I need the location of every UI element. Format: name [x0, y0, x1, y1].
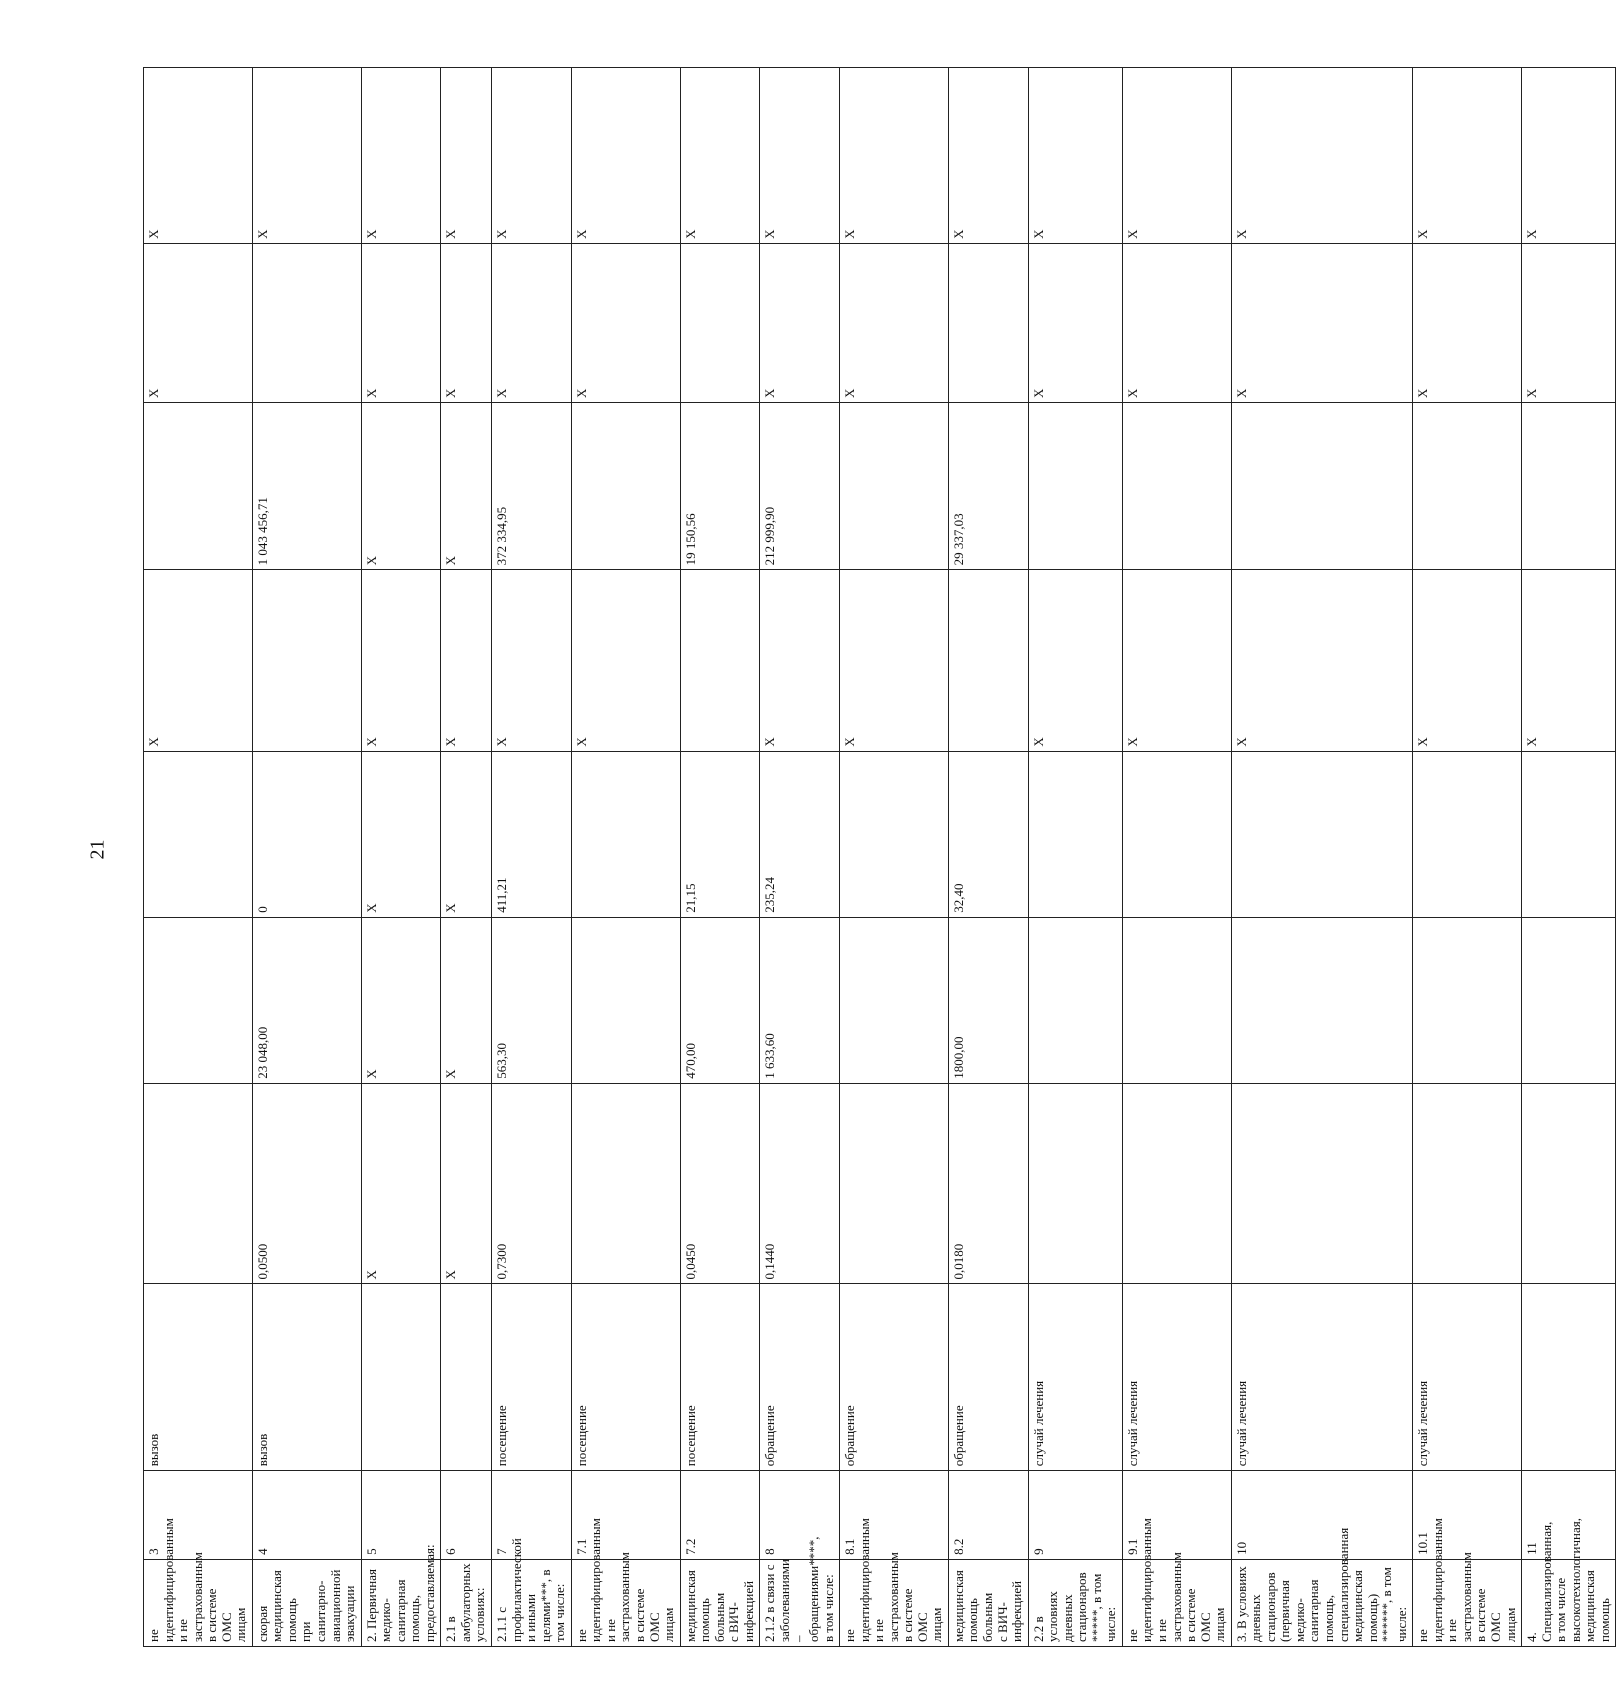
value-cell: Х [1413, 570, 1522, 751]
value-cell: Х [840, 68, 949, 244]
value-cell: 32,40 [948, 751, 1028, 917]
value-cell: Х [361, 402, 441, 569]
value-cell: Х [1413, 243, 1522, 402]
row-name-cell: 2.2 в условиях дневных стационаров *****, в том числе: [1028, 1559, 1122, 1646]
value-cell: 19 150,56 [680, 402, 760, 569]
value-cell: 1 633,60 [760, 917, 840, 1083]
row-number-cell: 10 [1231, 1471, 1413, 1560]
unit-cell [361, 1284, 441, 1471]
value-cell: Х [492, 570, 572, 751]
table-row [441, 68, 492, 1647]
value-cell: 0,0180 [948, 1083, 1028, 1284]
value-cell [144, 917, 253, 1083]
row-number-cell: 4 [252, 1471, 361, 1560]
value-cell [1413, 751, 1522, 917]
unit-cell: вызов [252, 1284, 361, 1471]
value-cell: Х [144, 570, 253, 751]
table-row [144, 68, 253, 1647]
value-cell: 0,0450 [680, 1083, 760, 1284]
value-cell: 23 048,00 [252, 917, 361, 1083]
table-row [492, 68, 572, 1647]
row-name-cell: не идентифицированным и не застрахованным в системе ОМС лицам [1413, 1559, 1522, 1646]
table-row [680, 68, 760, 1647]
value-cell: Х [1413, 68, 1522, 244]
value-cell: Х [252, 68, 361, 244]
value-cell [840, 751, 949, 917]
value-cell [144, 751, 253, 917]
row-name-cell: 2.1 в амбулаторных условиях: [441, 1559, 492, 1646]
value-cell: Х [1122, 68, 1231, 244]
value-cell: Х [492, 68, 572, 244]
value-cell [680, 243, 760, 402]
table-row [252, 68, 361, 1647]
table-row [1522, 68, 1616, 1647]
value-cell: Х [361, 68, 441, 244]
row-name-cell: 3. В условиях дневных стационаров (первичная медико-санитарная помощь, специализированная медицинская помощь) ******, в том числе: [1231, 1559, 1413, 1646]
rotated-table-container [143, 67, 1612, 1647]
unit-cell: посещение [492, 1284, 572, 1471]
value-cell: Х [1028, 243, 1122, 402]
unit-cell: случай лечения [1231, 1284, 1413, 1471]
value-cell: Х [760, 570, 840, 751]
unit-cell [1522, 1284, 1616, 1471]
row-number-cell: 7.1 [571, 1471, 680, 1560]
value-cell: Х [1122, 570, 1231, 751]
table-row [1231, 68, 1413, 1647]
value-cell [948, 243, 1028, 402]
value-cell [1028, 402, 1122, 569]
value-cell: Х [441, 243, 492, 402]
table-row [1122, 68, 1231, 1647]
value-cell [1231, 1083, 1413, 1284]
row-number-cell: 11 [1522, 1471, 1616, 1560]
unit-cell: случай лечения [1028, 1284, 1122, 1471]
row-name-cell: 2.1.2 в связи с заболеваниями – обращениями****, в том числе: [760, 1559, 840, 1646]
table-row [361, 68, 441, 1647]
value-cell [144, 402, 253, 569]
row-number-cell: 7.2 [680, 1471, 760, 1560]
value-cell: 470,00 [680, 917, 760, 1083]
value-cell [1028, 1083, 1122, 1284]
value-cell: Х [571, 68, 680, 244]
value-cell [1522, 751, 1616, 917]
row-number-cell: 8.1 [840, 1471, 949, 1560]
value-cell: 235,24 [760, 751, 840, 917]
value-cell: Х [361, 243, 441, 402]
value-cell: Х [1522, 243, 1616, 402]
value-cell: Х [492, 243, 572, 402]
value-cell [840, 917, 949, 1083]
table-row [1413, 68, 1522, 1647]
value-cell: Х [144, 68, 253, 244]
value-cell: 0,7300 [492, 1083, 572, 1284]
value-cell: Х [441, 917, 492, 1083]
unit-cell: посещение [680, 1284, 760, 1471]
value-cell [1522, 402, 1616, 569]
value-cell: 1800,00 [948, 917, 1028, 1083]
value-cell [571, 917, 680, 1083]
value-cell [948, 570, 1028, 751]
value-cell: Х [948, 68, 1028, 244]
row-name-cell: 2. Первичная медико-санитарная помощь, предоставляемая: [361, 1559, 441, 1646]
row-number-cell: 6 [441, 1471, 492, 1560]
row-number-cell: 9.1 [1122, 1471, 1231, 1560]
value-cell: Х [1522, 68, 1616, 244]
unit-cell: обращение [948, 1284, 1028, 1471]
table-row [760, 68, 840, 1647]
value-cell: Х [441, 570, 492, 751]
value-cell: 29 337,03 [948, 402, 1028, 569]
value-cell [680, 570, 760, 751]
value-cell: Х [361, 917, 441, 1083]
value-cell: Х [441, 1083, 492, 1284]
value-cell [1122, 402, 1231, 569]
unit-cell: обращение [840, 1284, 949, 1471]
row-number-cell: 9 [1028, 1471, 1122, 1560]
value-cell [1122, 751, 1231, 917]
unit-cell: вызов [144, 1284, 253, 1471]
value-cell [840, 1083, 949, 1284]
value-cell [252, 570, 361, 751]
value-cell [1028, 917, 1122, 1083]
row-number-cell: 10.1 [1413, 1471, 1522, 1560]
unit-cell [441, 1284, 492, 1471]
row-name-cell: не идентифицированным и не застрахованным в системе ОМС лицам [1122, 1559, 1231, 1646]
row-number-cell: 5 [361, 1471, 441, 1560]
row-name-cell: не идентифицированным и не застрахованным в системе ОМС лицам [144, 1559, 253, 1646]
row-name-cell: не идентифицированным и не застрахованным в системе ОМС лицам [571, 1559, 680, 1646]
row-name-cell: скорая медицинская помощь при санитарно-авиационной эвакуации [252, 1559, 361, 1646]
row-name-cell: 2.1.1 с профилактической и иными целями***, в том числе: [492, 1559, 572, 1646]
value-cell [1522, 1083, 1616, 1284]
value-cell [1028, 751, 1122, 917]
financing-table [143, 67, 1616, 1647]
row-number-cell: 3 [144, 1471, 253, 1560]
value-cell: Х [571, 570, 680, 751]
value-cell: Х [571, 243, 680, 402]
value-cell [1413, 1083, 1522, 1284]
value-cell [840, 402, 949, 569]
unit-cell: обращение [760, 1284, 840, 1471]
value-cell [252, 243, 361, 402]
value-cell: Х [760, 68, 840, 244]
value-cell: 0,1440 [760, 1083, 840, 1284]
value-cell: Х [361, 1083, 441, 1284]
value-cell [1122, 917, 1231, 1083]
value-cell: Х [441, 751, 492, 917]
value-cell: Х [1028, 68, 1122, 244]
value-cell: Х [680, 68, 760, 244]
value-cell: Х [1122, 243, 1231, 402]
row-name-cell: не идентифицированным и не застрахованным в системе ОМС лицам [840, 1559, 949, 1646]
value-cell: Х [760, 243, 840, 402]
value-cell [571, 751, 680, 917]
value-cell [1231, 917, 1413, 1083]
unit-cell: случай лечения [1122, 1284, 1231, 1471]
value-cell [1122, 1083, 1231, 1284]
row-number-cell: 8.2 [948, 1471, 1028, 1560]
value-cell: 1 043 456,71 [252, 402, 361, 569]
value-cell: Х [1231, 570, 1413, 751]
value-cell: Х [361, 751, 441, 917]
unit-cell: посещение [571, 1284, 680, 1471]
value-cell: Х [840, 243, 949, 402]
table-row [571, 68, 680, 1647]
page-number: 21 [86, 839, 109, 860]
value-cell: 372 334,95 [492, 402, 572, 569]
value-cell: Х [1028, 570, 1122, 751]
value-cell [1413, 917, 1522, 1083]
value-cell: 212 999,90 [760, 402, 840, 569]
unit-cell: случай лечения [1413, 1284, 1522, 1471]
value-cell: Х [1231, 243, 1413, 402]
value-cell: Х [1231, 68, 1413, 244]
value-cell: Х [144, 243, 253, 402]
table-row [1028, 68, 1122, 1647]
table-row [948, 68, 1028, 1647]
value-cell: 21,15 [680, 751, 760, 917]
value-cell: Х [1522, 570, 1616, 751]
value-cell: Х [441, 68, 492, 244]
value-cell [571, 1083, 680, 1284]
value-cell: Х [361, 570, 441, 751]
value-cell [144, 1083, 253, 1284]
value-cell [1231, 751, 1413, 917]
value-cell: Х [840, 570, 949, 751]
value-cell [1522, 917, 1616, 1083]
table-row [840, 68, 949, 1647]
row-name-cell: медицинская помощь больным с ВИЧ-инфекцией [680, 1559, 760, 1646]
value-cell: 0,0500 [252, 1083, 361, 1284]
value-cell: 563,30 [492, 917, 572, 1083]
value-cell: Х [441, 402, 492, 569]
value-cell [571, 402, 680, 569]
value-cell: 0 [252, 751, 361, 917]
row-name-cell: 4. Специализированная, в том числе высокотехнологичная, медицинская помощь [1522, 1559, 1616, 1646]
value-cell [1413, 402, 1522, 569]
row-number-cell: 7 [492, 1471, 572, 1560]
row-number-cell: 8 [760, 1471, 840, 1560]
row-name-cell: медицинская помощь больным с ВИЧ-инфекцией [948, 1559, 1028, 1646]
value-cell: 411,21 [492, 751, 572, 917]
value-cell [1231, 402, 1413, 569]
